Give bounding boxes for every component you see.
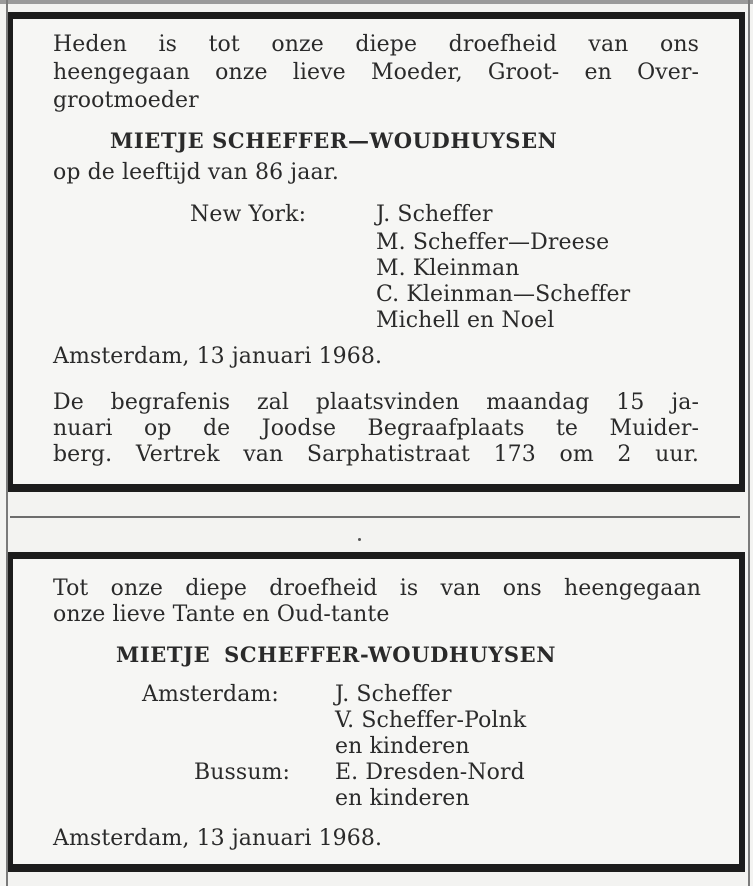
- notice1-intro-line: heengegaan onze lieve Moeder, Groot- en Over-: [53, 60, 699, 85]
- notice1-funeral-line: berg. Vertrek van Sarphatistraat 173 om 2 uur.: [53, 442, 699, 467]
- notice1-funeral-line: De begrafenis zal plaatsvinden maandag 15 ja-: [53, 390, 699, 415]
- notice2-family-name: en kinderen: [335, 734, 470, 759]
- notice2-dateline: Amsterdam, 13 januari 1968.: [53, 826, 383, 851]
- notice2-intro-line: Tot onze diepe droefheid is van ons heengegaan: [53, 576, 701, 601]
- print-speck: [358, 538, 361, 541]
- notice2-place: Bussum:: [194, 760, 291, 785]
- notice1-family-name: C. Kleinman—Scheffer: [376, 282, 631, 307]
- notice1-family-name: M. Kleinman: [376, 256, 520, 281]
- notice1-family-name: J. Scheffer: [376, 202, 493, 227]
- notice2-family-name: V. Scheffer-Polnk: [335, 708, 527, 733]
- notice2-family-name: J. Scheffer: [335, 682, 452, 707]
- column-rule-right: [748, 0, 750, 886]
- notice2-place: Amsterdam:: [142, 682, 279, 707]
- notice2-deceased-name: MIETJE SCHEFFER-WOUDHUYSEN: [116, 642, 557, 667]
- top-rule: [0, 0, 753, 4]
- notice1-intro-line: Heden is tot onze diepe droefheid van ons: [53, 32, 699, 57]
- notice1-dateline: Amsterdam, 13 januari 1968.: [53, 344, 383, 369]
- notice2-family-name: en kinderen: [335, 786, 470, 811]
- notice2-intro-line: onze lieve Tante en Oud-tante: [53, 602, 390, 627]
- separator-rule: [10, 516, 740, 518]
- notice1-family-name: M. Scheffer—Dreese: [376, 230, 610, 255]
- notice1-place: New York:: [190, 202, 307, 227]
- notice1-family-name: Michell en Noel: [376, 308, 555, 333]
- notice2-family-name: E. Dresden-Nord: [335, 760, 525, 785]
- notice1-funeral-line: nuari op de Joodse Begraafplaats te Muider-: [53, 416, 699, 441]
- notice1-intro-line: grootmoeder: [53, 88, 199, 113]
- notice1-deceased-name: MIETJE SCHEFFER—WOUDHUYSEN: [110, 128, 558, 153]
- notice1-age-line: op de leeftijd van 86 jaar.: [53, 160, 339, 185]
